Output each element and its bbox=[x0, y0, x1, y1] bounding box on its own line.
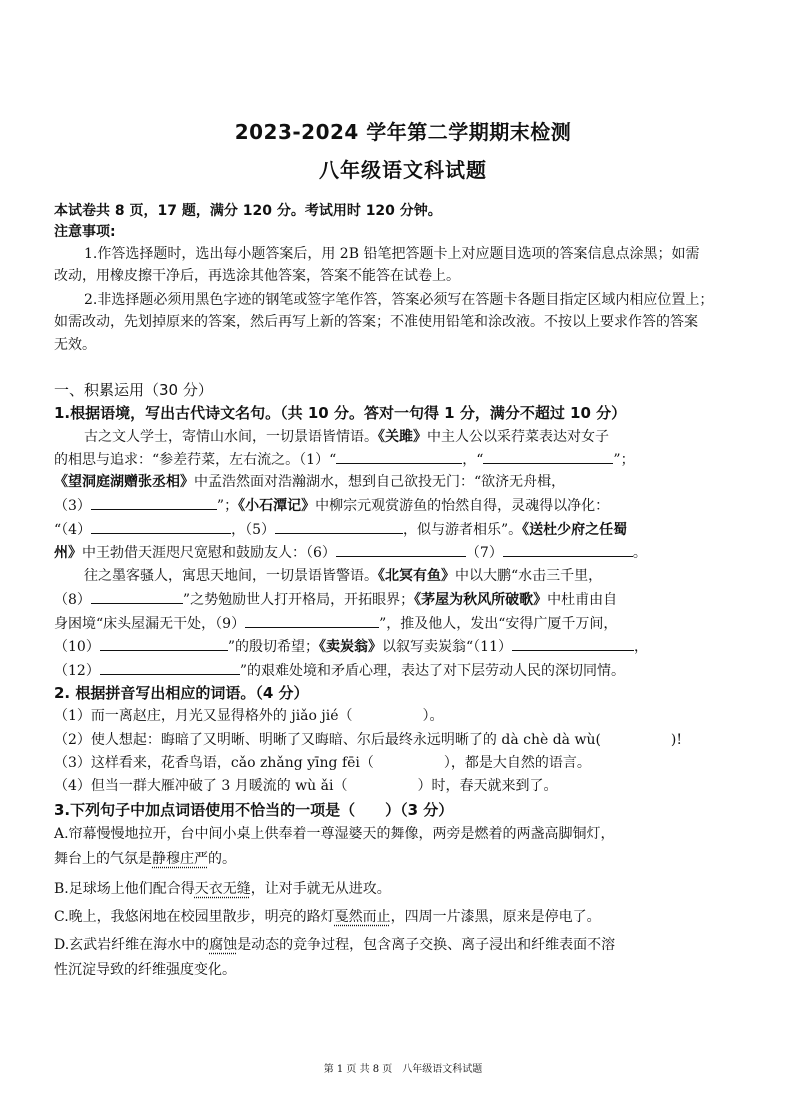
option-text: ，让对手就无从进攻。 bbox=[250, 881, 391, 897]
q1-line bbox=[54, 612, 759, 635]
q1-line bbox=[54, 494, 759, 517]
q1-line bbox=[84, 565, 759, 587]
exam-title: 2023-2024 学年第二学期期末检测 bbox=[234, 120, 572, 144]
q1-text: ”之势勉励世人打开格局，开拓眼界； bbox=[182, 592, 415, 608]
answer-blank bbox=[91, 588, 183, 604]
q3-option-d-cont: 性沉淀导致的纤维强度变化。 bbox=[54, 962, 236, 978]
q1-text: （10） bbox=[54, 639, 100, 655]
answer-blank bbox=[100, 659, 240, 675]
answer-blank bbox=[91, 494, 217, 510]
q1-text: ， bbox=[633, 639, 648, 655]
notice-line: 无效。 bbox=[54, 337, 96, 353]
section-heading: 一、积累运用（30 分） bbox=[54, 381, 213, 399]
answer-blank bbox=[512, 635, 634, 651]
notice-line: 1.作答选择题时，选出每小题答案后，用 2B 铅笔把答题卡上对应题目选项的答案信息点涂黑；如需 bbox=[84, 246, 700, 262]
dotted-word: 天衣无缝 bbox=[194, 881, 251, 897]
answer-blank bbox=[503, 541, 633, 557]
q2-item: （4）但当一群大雁冲破了 3 月暖流的 wù ǎi（ ）时，春天就来到了。 bbox=[54, 778, 558, 794]
q1-line bbox=[54, 518, 759, 541]
answer-blank bbox=[245, 612, 379, 628]
option-text: 舞台上的气氛是 bbox=[54, 851, 152, 867]
q1-text: ”； bbox=[613, 452, 635, 468]
q1-text: 。 bbox=[632, 545, 647, 561]
dotted-word: 腐蚀 bbox=[209, 937, 238, 953]
q1-text: 古之文人学士，寄情山水间，一切景语皆情语。 bbox=[84, 429, 378, 445]
q2-item: （2）使人想起：晦暗了又明晰、明晰了又晦暗、尔后最终永远明晰了的 dà chè dà wù( )! bbox=[54, 732, 683, 748]
dotted-word: 静穆庄严 bbox=[152, 851, 208, 867]
option-text: 的。 bbox=[208, 851, 236, 867]
q1-line bbox=[54, 471, 759, 493]
page-footer: 第 1 页 共 8 页 八年级语文科试题 bbox=[323, 1064, 483, 1075]
q2-item: （3）这样看来，花香鸟语，cǎo zhǎng yīng fēi（ ），都是大自然的语言。 bbox=[54, 755, 591, 771]
q1-line bbox=[84, 426, 759, 448]
q1-title: 《送杜少府之任蜀 bbox=[522, 522, 628, 538]
option-text: 是动态的竞争过程，包含离子交换、离子浸出和纤维表面不溶 bbox=[237, 937, 616, 953]
q2-item: （1）而一离赵庄，月光又显得格外的 jiǎo jié（ ）。 bbox=[54, 708, 444, 724]
q1-text: ，（5） bbox=[231, 522, 275, 538]
q1-text: （8） bbox=[54, 592, 91, 608]
q1-text: 中柳宗元观赏游鱼的怡然自得，灵魂得以净化： bbox=[315, 498, 610, 514]
q1-text: ”的艰难处境和矛盾心理，表达了对下层劳动人民的深切同情。 bbox=[239, 663, 625, 679]
option-text: D.玄武岩纤维在海水中的 bbox=[54, 937, 210, 953]
q1-title: 《小石潭记》 bbox=[238, 498, 316, 514]
answer-blank bbox=[100, 635, 228, 651]
q3-option-b bbox=[54, 878, 759, 900]
q1-text: ”的殷切希望； bbox=[227, 639, 319, 655]
q1-text: （7） bbox=[465, 545, 503, 561]
q1-line bbox=[54, 659, 759, 682]
q1-text: 往之墨客骚人，寓思天地间，一切景语皆警语。 bbox=[84, 568, 378, 584]
q1-line bbox=[54, 588, 759, 611]
q1-text: 中主人公以采荇菜表达对女子 bbox=[427, 429, 609, 445]
notice-line: 如需改动，先划掉原来的答案，然后再写上新的答案；不准使用铅笔和涂改液。不按以上要求作答的答案 bbox=[54, 314, 698, 330]
q1-text: （12） bbox=[54, 663, 100, 679]
q1-title: 《茅屋为秋风所破歌》 bbox=[414, 592, 548, 608]
q1-text: ”，推及他人，发出“安得广厦千万间， bbox=[379, 616, 618, 632]
answer-blank bbox=[336, 448, 462, 464]
notice-line: 2.非选择题必须用黑色字迹的钢笔或签字笔作答，答案必须写在答题卡各题目指定区域内相应位置上； bbox=[84, 292, 714, 308]
answer-blank bbox=[483, 448, 613, 464]
q1-text: 的相思与追求：“参差荇菜，左右流之。（1）“ bbox=[54, 452, 337, 468]
notice-line: 改动，用橡皮擦干净后，再选涂其他答案，答案不能答在试卷上。 bbox=[54, 268, 460, 284]
q1-text: 中孟浩然面对浩瀚湖水，想到自己欲投无门：“欲济无舟楫， bbox=[194, 474, 566, 490]
question-1-stem: 1.根据语境，写出古代诗文名句。（共 10 分。答对一句得 1 分，满分不超过 10 分） bbox=[54, 404, 627, 422]
q1-title: 州》 bbox=[54, 545, 82, 561]
q1-line bbox=[54, 541, 759, 564]
answer-blank bbox=[275, 518, 403, 534]
dotted-word: 戛然而止 bbox=[334, 909, 391, 925]
q1-title: 《北冥有鱼》 bbox=[378, 568, 455, 584]
q3-option-a-cont bbox=[54, 848, 759, 870]
q1-text: 中杜甫由自 bbox=[547, 592, 618, 608]
q1-text: 以叙写卖炭翁“（11） bbox=[382, 639, 512, 655]
q1-text: ，似与游者相乐”。 bbox=[403, 522, 523, 538]
q1-line bbox=[54, 635, 759, 658]
q1-title: 《望洞庭湖赠张丞相》 bbox=[54, 474, 194, 490]
option-text: C.晚上，我悠闲地在校园里散步，明亮的路灯 bbox=[54, 909, 335, 925]
exam-summary: 本试卷共 8 页，17 题，满分 120 分。考试用时 120 分钟。 bbox=[54, 203, 442, 219]
exam-subtitle: 八年级语文科试题 bbox=[319, 158, 487, 182]
q1-text: “（4） bbox=[54, 522, 92, 538]
q1-text: 身困境“床头屋漏无干处，（9） bbox=[54, 616, 246, 632]
q1-text: ，“ bbox=[462, 452, 484, 468]
q3-option-c bbox=[54, 906, 759, 928]
q1-line bbox=[54, 448, 759, 471]
answer-blank bbox=[91, 518, 231, 534]
notice-label: 注意事项: bbox=[54, 224, 116, 240]
option-text: ，四周一片漆黑，原来是停电了。 bbox=[390, 909, 601, 925]
answer-blank bbox=[336, 541, 466, 557]
q1-text: ”； bbox=[216, 498, 239, 514]
q1-text: 中以大鹏“水击三千里， bbox=[455, 568, 603, 584]
q1-title: 《关雎》 bbox=[378, 429, 427, 445]
option-text: B.足球场上他们配合得 bbox=[54, 881, 195, 897]
q3-option-a: A.帘幕慢慢地拉开，台中间小桌上供奉着一尊湿婆天的舞像，两旁是燃着的两盏高脚铜灯， bbox=[54, 826, 615, 842]
q3-option-d bbox=[54, 934, 759, 956]
question-3-stem: 3.下列句子中加点词语使用不恰当的一项是（ ）（3 分） bbox=[54, 801, 454, 819]
q1-text: 中王勃借天涯咫尺宽慰和鼓励友人：（6） bbox=[82, 545, 336, 561]
q1-title: 《卖炭翁》 bbox=[319, 639, 382, 655]
question-2-stem: 2. 根据拼音写出相应的词语。（4 分） bbox=[54, 684, 309, 702]
q1-text: （3） bbox=[54, 498, 91, 514]
